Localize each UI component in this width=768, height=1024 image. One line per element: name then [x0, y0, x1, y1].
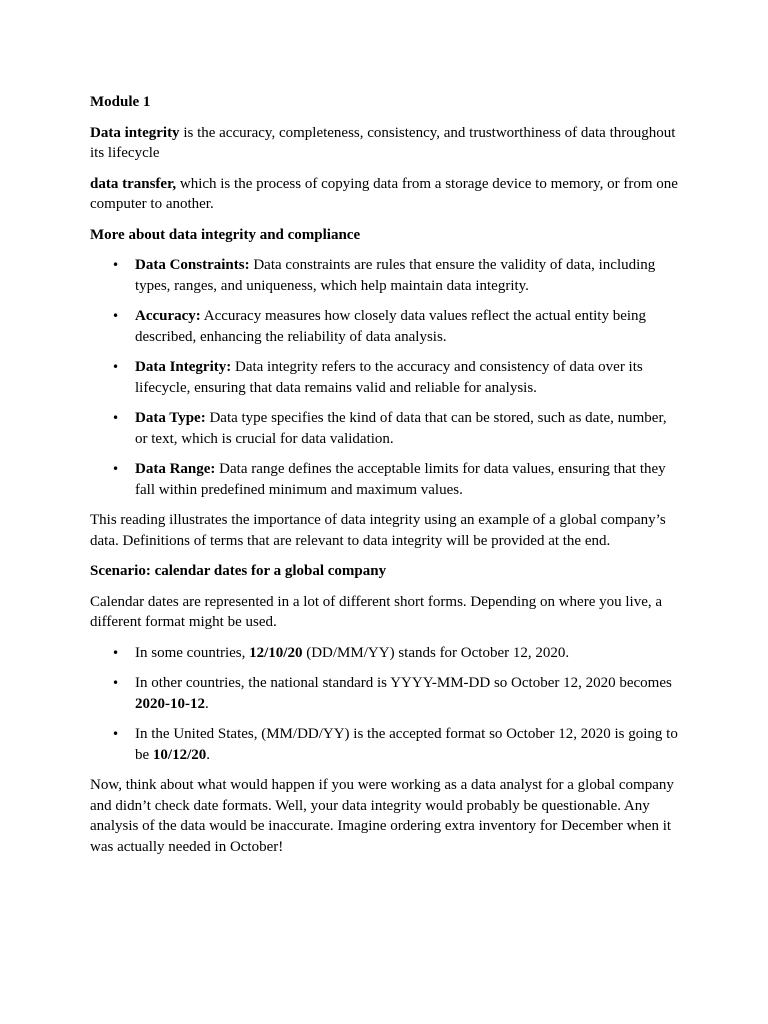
- list-item-text: .: [206, 746, 211, 763]
- list-item-term: Accuracy:: [135, 308, 201, 324]
- module-title: Module 1: [90, 94, 151, 110]
- bullet-icon: •: [112, 309, 120, 323]
- bullet-icon: •: [112, 411, 120, 425]
- list-item-text: Data type specifies the kind of data that can be stored, such as date, number, or text, which is crucial for data validation.: [135, 410, 667, 447]
- scenario-conclusion: Now, think about what would happen if you were working as a data analyst for a global company and didn’t check date formats. Well, your data integrity would probably be questionable. Any analysis of the data would be inaccurate. Imagine ordering extra inventory for December when it was actually needed in October!: [90, 777, 674, 855]
- reading-note: This reading illustrates the importance of data integrity using an example of a global company’s data. Definitions of terms that are relevant to data integrity will be provided at the end.: [90, 512, 666, 549]
- list-item-text: In some countries,: [135, 644, 250, 661]
- section-heading-compliance: More about data integrity and compliance: [90, 226, 361, 243]
- list-item-text: In other countries, the national standard is YYYY-MM-DD so October 12, 2020 becomes: [135, 675, 672, 691]
- date-example: 10/12/20: [152, 746, 207, 763]
- term-data-transfer: data transfer,: [90, 175, 177, 192]
- list-item-term: Data Range:: [135, 461, 216, 477]
- list-item: [90, 408, 678, 449]
- list-item-term: Data Integrity:: [135, 359, 232, 375]
- list-item: [90, 357, 678, 398]
- list-item: [90, 459, 678, 500]
- compliance-terms-list: [90, 255, 678, 500]
- date-example: 12/10/20: [249, 644, 303, 661]
- list-item: [90, 724, 678, 765]
- bullet-icon: •: [112, 645, 120, 660]
- term-data-integrity: Data integrity: [90, 124, 180, 141]
- list-item-text: In the United States, (MM/DD/YY) is the accepted format so October 12, 2020 is going to be: [135, 726, 678, 763]
- list-item-text: Data constraints are rules that ensure the validity of data, including types, ranges, and uniqueness, which help maintain data integrity.: [135, 257, 656, 294]
- list-item-term: Data Constraints:: [135, 257, 250, 273]
- bullet-icon: •: [112, 462, 120, 476]
- definition-data-integrity: [90, 123, 678, 164]
- date-format-list: [90, 643, 678, 766]
- bullet-icon: •: [112, 676, 120, 690]
- list-item-term: Data Type:: [135, 410, 206, 426]
- list-item-text: Data range defines the acceptable limits for data values, ensuring that they fall within predefined minimum and maximum values.: [135, 461, 666, 498]
- list-item: [90, 673, 678, 714]
- definition-text: which is the process of copying data from a storage device to memory, or from one computer to another.: [90, 175, 678, 212]
- list-item: [90, 255, 678, 296]
- definition-data-transfer: [90, 174, 678, 215]
- bullet-icon: •: [112, 360, 120, 374]
- list-item: [90, 643, 678, 664]
- definition-text: is the accuracy, completeness, consistency, and trustworthiness of data throughout its lifecycle: [90, 124, 676, 161]
- list-item: [90, 306, 678, 347]
- list-item-text: (DD/MM/YY) stands for October 12, 2020.: [302, 644, 570, 661]
- bullet-icon: •: [112, 727, 120, 741]
- date-example: 2020-10-12: [135, 695, 205, 712]
- list-item-text: Data integrity refers to the accuracy and consistency of data over its lifecycle, ensuring that data remains valid and reliable for analysis.: [135, 359, 643, 396]
- bullet-icon: •: [112, 258, 120, 272]
- list-item-text: Accuracy measures how closely data values reflect the actual entity being described, enhancing the reliability of data analysis.: [135, 308, 647, 345]
- scenario-intro: Calendar dates are represented in a lot of different short forms. Depending on where you live, a different format might be used.: [90, 593, 663, 630]
- section-heading-scenario: Scenario: calendar dates for a global company: [90, 563, 387, 579]
- list-item-text: .: [205, 695, 209, 712]
